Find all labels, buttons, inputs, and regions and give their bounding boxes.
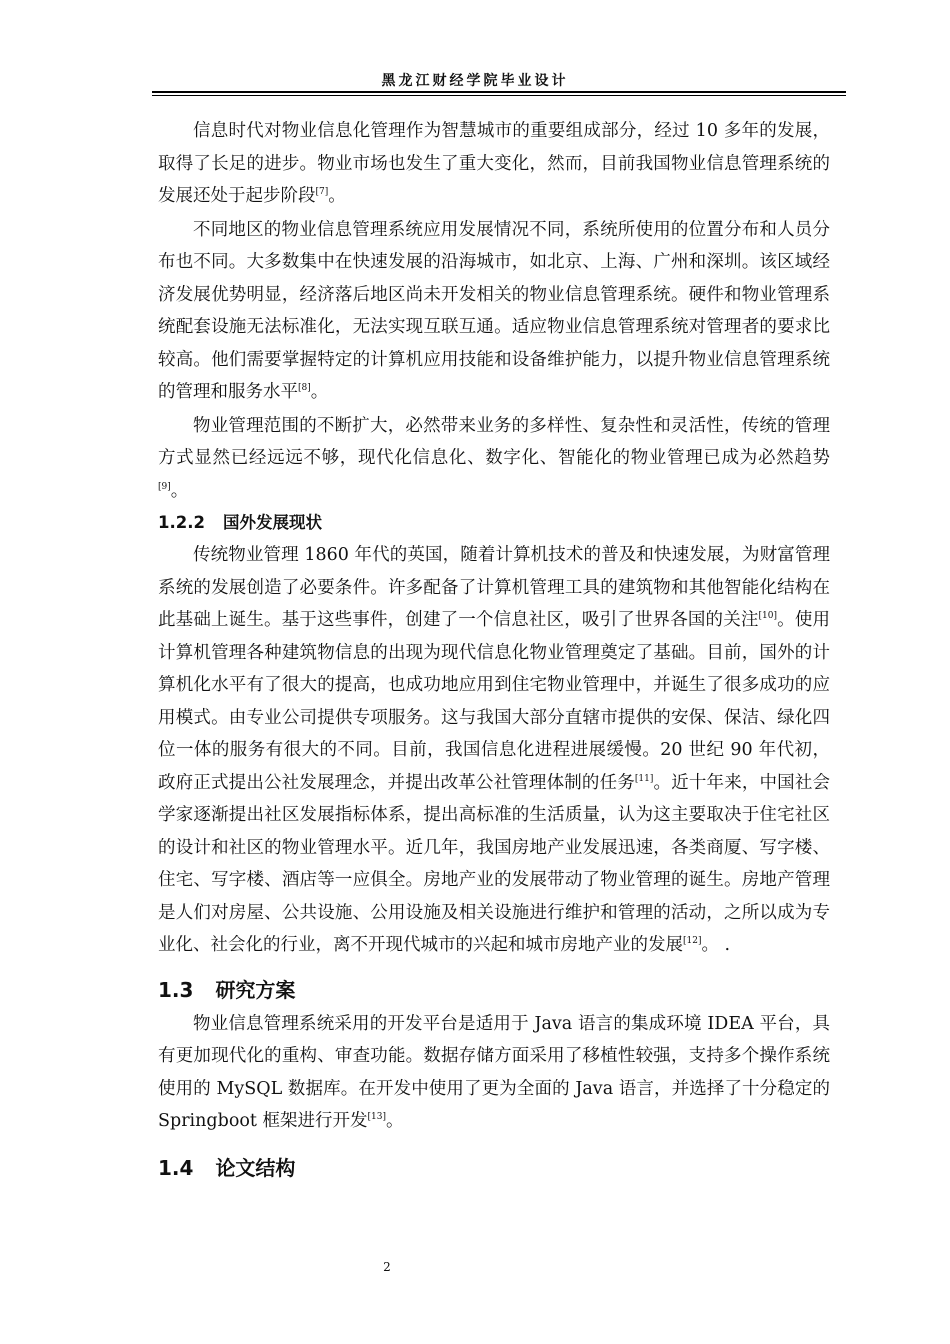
citation: [8] xyxy=(298,383,311,393)
paragraph-tail: 。 . xyxy=(701,935,731,955)
citation: [11] xyxy=(634,773,654,784)
header-title: 黑龙江财经学院毕业设计 xyxy=(381,73,569,89)
paragraph-intro-1 xyxy=(158,115,830,213)
paragraph-tail: 。 xyxy=(385,1111,404,1131)
paragraph-text: 。近十年来，中国社会学家逐渐提出社区发展指标体系，提出高标准的生活质量，认为这主要取决于住宅社区的设计和社区的物业管理水平。近几年，我国房地产业发展迅速，各类商厦、写字楼、住宅、写字楼、酒店等一应俱全。房地产业的发展带动了物业管理的诞生。房地产管理是人们对房屋、公共设施、公用设施及相关设施进行维护和管理的活动，之所以成为专业化、社会化的行业，离不开现代城市的兴起和城市房地产业的发展 xyxy=(158,772,831,955)
section-heading-1-4 xyxy=(158,1152,830,1184)
paragraph-text: 物业信息管理系统采用的开发平台是适用于 Java 语言的集成环境 IDEA 平台，具有更加现代化的重构、审查功能。数据存储方面采用了移植性较强，支持多个操作系统使用的 MySQL 数据库。在开发中使用了更为全面的 Java 语言，并选择了十分稳定的 Springboot 框架进行开发 xyxy=(158,1013,830,1131)
paragraph-tail: 。 xyxy=(310,382,329,402)
citation: [10] xyxy=(758,611,778,621)
citation: [12] xyxy=(683,936,702,946)
section-title: 国外发展现状 xyxy=(222,513,322,532)
section-number: 1.4 xyxy=(158,1155,194,1180)
paragraph-intro-3 xyxy=(158,410,830,508)
section-number: 1.2.2 xyxy=(158,513,205,532)
citation: [13] xyxy=(367,1112,386,1122)
paragraph-tail: 。 xyxy=(328,186,346,206)
paragraph-text: 物业管理范围的不断扩大，必然带来业务的多样性、复杂性和灵活性，传统的管理方式显然已经远远不够，现代化信息化、数字化、智能化的物业管理已成为必然趋势 xyxy=(158,415,830,468)
paragraph-text: 传统物业管理 1860 年代的英国，随着计算机技术的普及和快速发展，为财富管理系统的发展创造了必要条件。许多配备了计算机管理工具的建筑物和其他智能化结构在此基础上诞生。基于这些事件，创建了一个信息社区，吸引了世界各国的关注 xyxy=(158,545,830,630)
section-heading-1-3 xyxy=(158,974,830,1006)
paragraph-text: 不同地区的物业信息管理系统应用发展情况不同，系统所使用的位置分布和人员分布也不同。大多数集中在快速发展的沿海城市，如北京、上海、广州和深圳。该区域经济发展优势明显，经济落后地区尚未开发相关的物业信息管理系统。硬件和物业管理系统配套设施无法标准化，无法实现互联互通。适应物业信息管理系统对管理者的要求比较高。他们需要掌握特定的计算机应用技能和设备维护能力，以提升物业信息管理系统的管理和服务水平 xyxy=(158,219,830,402)
page-number: 2 xyxy=(383,1260,391,1274)
section-title: 论文结构 xyxy=(215,1155,296,1180)
paragraph-text: 。使用计算机管理各种建筑物信息的出现为现代信息化物业管理奠定了基础。目前，国外的计算机化水平有了很大的提高，也成功地应用到住宅物业管理中，并诞生了很多成功的应用模式。由专业公司提供专项服务。这与我国大部分直辖市提供的安保、保洁、绿化四位一体的服务有很大的不同。目前，我国信息化进程进展缓慢。20 世纪 90 年代初，政府正式提出公社发展理念，并提出改革公社管理体制的任务 xyxy=(158,610,831,793)
paragraph-research xyxy=(158,1008,830,1138)
citation: [7] xyxy=(315,187,329,197)
paragraph-tail: 。 xyxy=(170,480,189,501)
page-body xyxy=(158,115,830,1184)
citation: [9] xyxy=(158,481,171,492)
section-number: 1.3 xyxy=(158,977,194,1002)
header-rule-thin xyxy=(152,95,846,96)
paragraph-foreign xyxy=(158,539,830,962)
paragraph-intro-2 xyxy=(158,214,830,409)
section-title: 研究方案 xyxy=(215,977,296,1002)
section-heading-1-2-2 xyxy=(158,507,830,539)
paragraph-text: 信息时代对物业信息化管理作为智慧城市的重要组成部分，经过 10 多年的发展，取得了长足的进步。物业市场也发生了重大变化，然而，目前我国物业信息管理系统的发展还处于起步阶段 xyxy=(158,121,830,206)
header-rule-thick xyxy=(152,91,846,93)
